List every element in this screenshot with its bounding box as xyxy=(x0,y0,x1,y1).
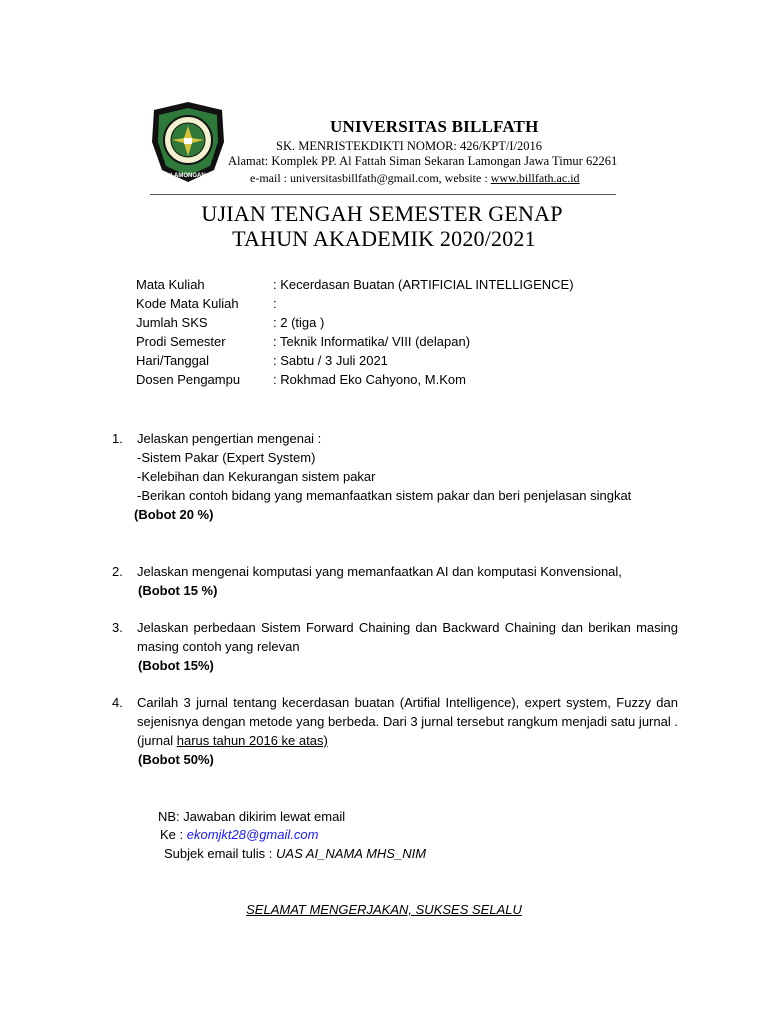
subject-line xyxy=(164,845,426,863)
question-weight: (Bobot 15%) xyxy=(138,658,214,673)
question-weight: (Bobot 20 %) xyxy=(134,507,214,522)
university-seal-logo xyxy=(148,100,228,184)
academic-year: TAHUN AKADEMIK 2020/2021 xyxy=(232,226,536,251)
question-number: 3. xyxy=(112,620,123,635)
info-label: Mata Kuliah xyxy=(136,277,205,292)
recipient-email-link[interactable]: ekomjkt28@gmail.com xyxy=(186,827,319,842)
question-line: -Sistem Pakar (Expert System) xyxy=(137,450,316,465)
question-body xyxy=(137,693,678,769)
university-name: UNIVERSITAS BILLFATH xyxy=(330,117,539,136)
info-value: : 2 (tiga ) xyxy=(273,315,325,330)
decree-number: SK. MENRISTEKDIKTI NOMOR: 426/KPT/I/2016 xyxy=(276,139,542,153)
question-number: 2. xyxy=(112,564,123,579)
question-text: Jelaskan perbedaan Sistem Forward Chaining dan Backward Chaining dan berikan masing masing contoh yang relevan xyxy=(137,620,678,654)
info-value: : Rokhmad Eko Cahyono, M.Kom xyxy=(273,372,466,387)
closing-message: SELAMAT MENGERJAKAN, SUKSES SELALU xyxy=(246,902,522,917)
question-weight: (Bobot 50%) xyxy=(138,752,214,767)
question-number: 4. xyxy=(112,695,123,710)
question-body xyxy=(137,618,678,675)
question-text-main: Carilah 3 jurnal tentang kecerdasan buatan (Artifial Intelligence), expert system, Fuzzy dan sejenisnya dengan metode yang berbeda. Dari 3 jurnal tersebut rangkum menjadi satu jurnal . (jurnal xyxy=(137,695,678,748)
question-text xyxy=(137,693,678,750)
info-label: Prodi Semester xyxy=(136,334,226,349)
recipient-label: Ke : xyxy=(160,827,184,842)
contact-email-text: e-mail : universitasbillfath@gmail.com, website : xyxy=(250,171,491,185)
logo-bottom-text: LAMONGAN xyxy=(170,173,206,179)
letterhead-divider xyxy=(150,194,616,195)
question-weight: (Bobot 15 %) xyxy=(138,583,218,598)
info-label: Hari/Tanggal xyxy=(136,353,209,368)
recipient-line xyxy=(160,826,318,844)
university-contact xyxy=(250,171,580,186)
question-line: Jelaskan pengertian mengenai : xyxy=(137,431,322,446)
info-label: Kode Mata Kuliah xyxy=(136,296,239,311)
question-line: -Kelebihan dan Kekurangan sistem pakar xyxy=(137,469,376,484)
info-value: : Kecerdasan Buatan (ARTIFICIAL INTELLIGENCE) xyxy=(273,277,574,292)
info-value: : xyxy=(273,296,277,311)
subject-value: UAS AI_NAMA MHS_NIM xyxy=(276,846,427,861)
subject-label: Subjek email tulis : xyxy=(164,846,273,861)
info-label: Dosen Pengampu xyxy=(136,372,241,387)
question-number: 1. xyxy=(112,431,123,446)
question-text: Jelaskan mengenai komputasi yang memanfaatkan AI dan komputasi Konvensional, xyxy=(137,564,622,579)
question-body xyxy=(134,429,677,524)
university-address: Alamat: Komplek PP. Al Fattah Siman Sekaran Lamongan Jawa Timur 62261 xyxy=(228,154,618,168)
website-link[interactable]: www.billfath.ac.id xyxy=(490,171,580,185)
info-value: : Sabtu / 3 Juli 2021 xyxy=(273,353,388,368)
question-line: -Berikan contoh bidang yang memanfaatkan sistem pakar dan beri penjelasan singkat xyxy=(137,488,632,503)
exam-title: UJIAN TENGAH SEMESTER GENAP xyxy=(201,201,563,226)
info-value: : Teknik Informatika/ VIII (delapan) xyxy=(273,334,471,349)
info-label: Jumlah SKS xyxy=(136,315,208,330)
submission-note: NB: Jawaban dikirim lewat email xyxy=(158,809,346,824)
question-body xyxy=(137,562,677,600)
question-requirement: harus tahun 2016 ke atas) xyxy=(176,733,328,748)
